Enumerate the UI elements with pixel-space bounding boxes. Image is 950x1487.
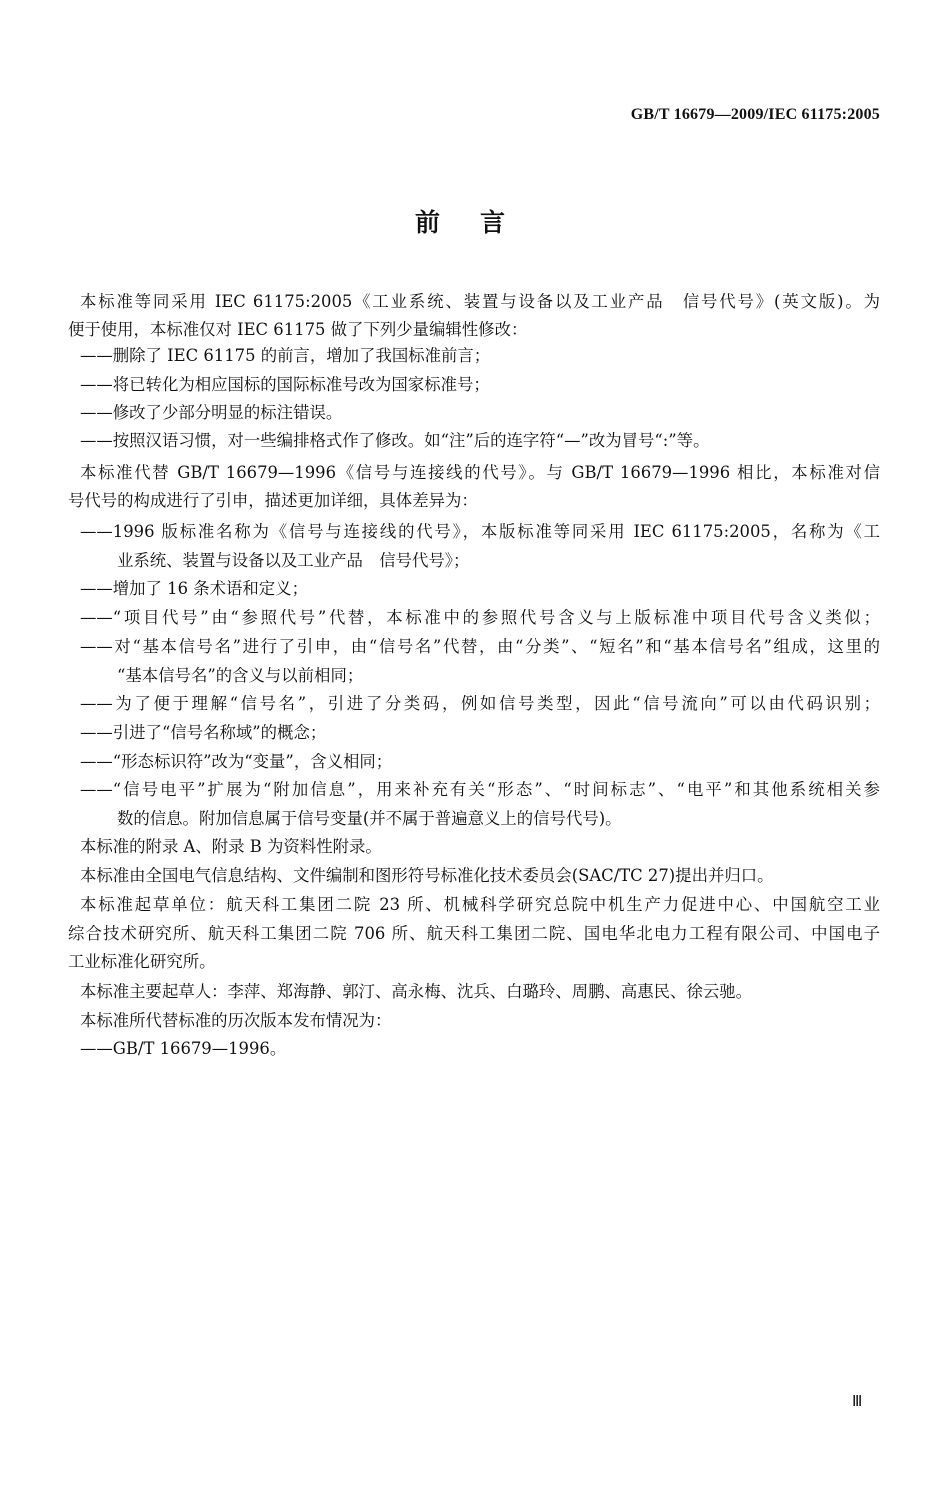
- list-item: ——按照汉语习惯，对一些编排格式作了修改。如“注”后的连字符“—”改为冒号“:”等。: [80, 431, 710, 450]
- list-item: ——为了便于理解“信号名”，引进了分类码，例如信号类型，因此“信号流向”可以由代码识别；: [80, 694, 880, 713]
- page-title: 前言: [414, 208, 545, 237]
- list-item: ——引进了“信号名称域”的概念；: [80, 723, 327, 742]
- paragraph-line: 号代号的构成进行了引申，描述更加详细，具体差异为：: [68, 491, 478, 510]
- list-item-continuation: “基本信号名”的含义与以前相同；: [117, 666, 364, 685]
- list-item: ——删除了 IEC 61175 的前言，增加了我国标准前言；: [80, 346, 491, 365]
- list-item: ——对“基本信号名”进行了引申，由“信号名”代替，由“分类”、“短名”和“基本信号名”组成，这里的: [80, 637, 880, 656]
- list-item: ——“形态标识符”改为“变量”，含义相同；: [80, 752, 393, 771]
- list-item-continuation: 业系统、装置与设备以及工业产品 信号代号》；: [117, 551, 470, 570]
- list-item: ——“项目代号”由“参照代号”代替，本标准中的参照代号含义与上版标准中项目代号含义类似；: [80, 608, 880, 627]
- paragraph-line: 综合技术研究所、航天科工集团二院 706 所、航天科工集团二院、国电华北电力工程有限公司、中国电子: [68, 924, 880, 943]
- page-number: Ⅲ: [852, 1394, 863, 1410]
- list-item: ——GB/T 16679—1996。: [80, 1039, 287, 1058]
- list-item: ——“信号电平”扩展为“附加信息”，用来补充有关“形态”、“时间标志”、“电平”和其他系统相关参: [80, 780, 880, 799]
- paragraph-line: 本标准所代替标准的历次版本发布情况为：: [80, 1011, 392, 1030]
- paragraph-line: 本标准代替 GB/T 16679—1996《信号与连接线的代号》。与 GB/T 16679—1996 相比，本标准对信: [80, 463, 880, 482]
- paragraph-line: 本标准由全国电气信息结构、文件编制和图形符号标准化技术委员会(SAC/TC 27)提出并归口。: [80, 866, 774, 885]
- paragraph-line: 本标准等同采用 IEC 61175:2005《工业系统、装置与设备以及工业产品 信号代号》(英文版)。为: [80, 292, 880, 311]
- list-item: ——将已转化为相应国标的国际标准号改为国家标准号；: [80, 375, 490, 394]
- standard-number-header: GB/T 16679—2009/IEC 61175:2005: [630, 106, 880, 123]
- list-item: ——1996 版标准名称为《信号与连接线的代号》，本版标准等同采用 IEC 61175:2005，名称为《工: [80, 522, 880, 541]
- list-item-continuation: 数的信息。附加信息属于信号变量(并不属于普遍意义上的信号代号)。: [117, 809, 622, 828]
- paragraph-line: 本标准起草单位：航天科工集团二院 23 所、机械科学研究总院中机生产力促进中心、中国航空工业: [80, 895, 880, 914]
- paragraph-line: 本标准的附录 A、附录 B 为资料性附录。: [80, 837, 382, 856]
- paragraph-line: 本标准主要起草人：李萍、郑海静、郭汀、高永梅、沈兵、白璐玲、周鹏、高惠民、徐云驰。: [80, 982, 753, 1001]
- paragraph-line: 工业标准化研究所。: [68, 952, 216, 971]
- paragraph-line: 便于使用，本标准仅对 IEC 61175 做了下列少量编辑性修改：: [68, 320, 528, 339]
- list-item: ——增加了 16 条术语和定义；: [80, 579, 308, 598]
- list-item: ——修改了少部分明显的标注错误。: [80, 403, 343, 422]
